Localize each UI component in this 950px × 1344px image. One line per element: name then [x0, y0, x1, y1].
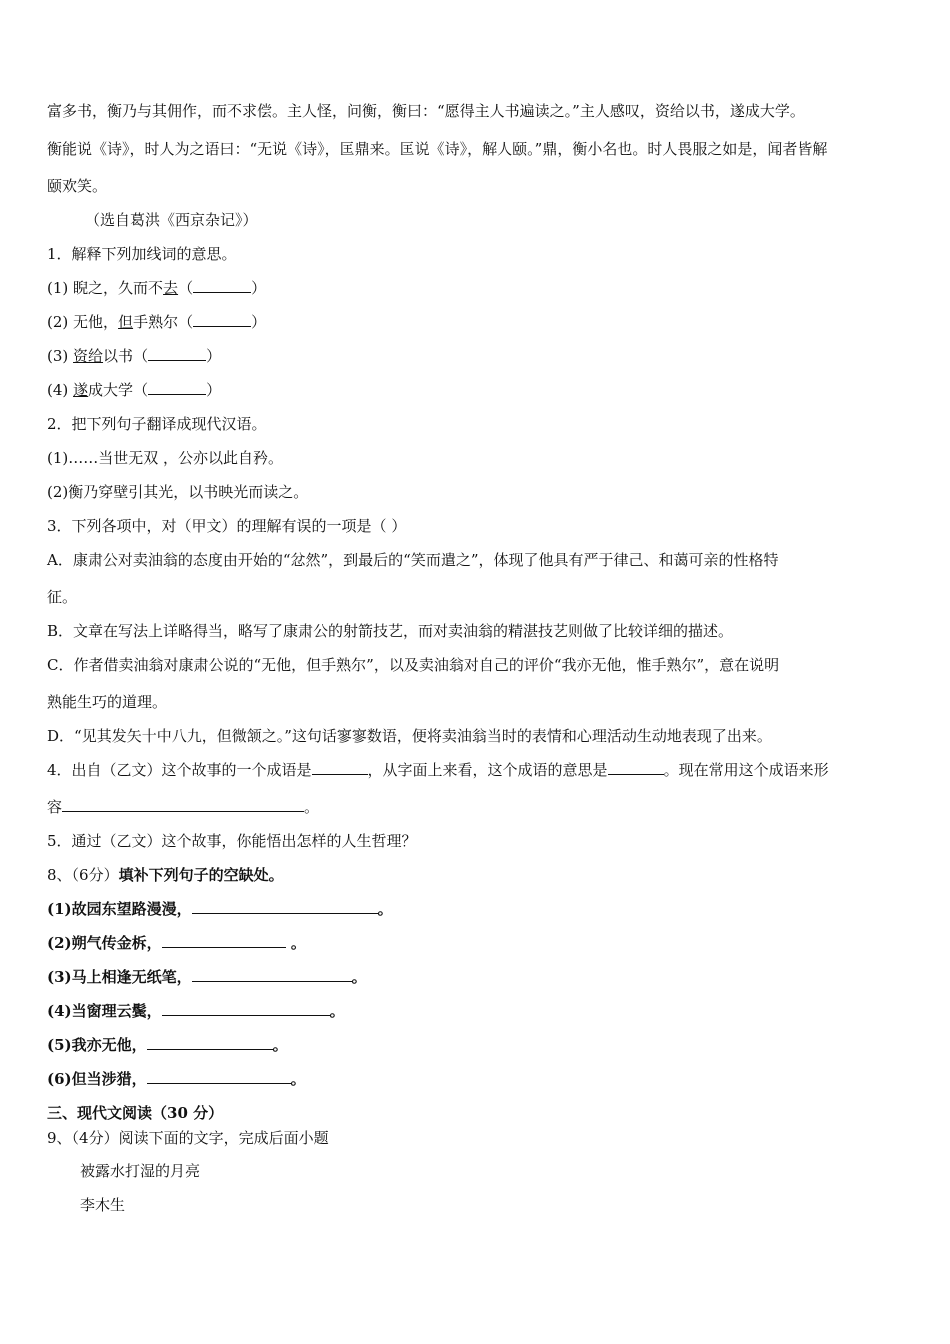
q3-option-b: B．文章在写法上详略得当，略写了康肃公的射箭技艺，而对卖油翁的精湛技艺则做了比较详细的描述。	[47, 622, 734, 640]
answer-blank[interactable]	[162, 933, 286, 948]
answer-blank[interactable]	[312, 760, 368, 775]
q3-option-c-cont: 熟能生巧的道理。	[47, 693, 168, 711]
answer-blank[interactable]	[608, 760, 664, 775]
article-title: 被露水打湿的月亮	[80, 1162, 201, 1180]
q2-item-2: (2)衡乃穿壁引其光，以书映光而读之。	[47, 483, 309, 501]
passage-line-2: 衡能说《诗》，时人为之语曰：“无说《诗》，匡鼎来。匡说《诗》，解人颐。”鼎，衡小名也。时人畏服之如是，闻者皆解	[47, 140, 828, 158]
q3-option-d: D．“见其发矢十中八九，但微颔之。”这句话寥寥数语，便将卖油翁当时的表情和心理活动生动地表现了出来。	[47, 727, 772, 745]
answer-blank[interactable]	[193, 278, 251, 293]
q8-item-2: (2)朔气传金柝， 。	[47, 934, 306, 952]
q5-stem: 5．通过（乙文）这个故事，你能悟出怎样的人生哲理？	[47, 832, 417, 850]
answer-blank[interactable]	[162, 1001, 330, 1016]
answer-blank[interactable]	[147, 1035, 273, 1050]
answer-blank[interactable]	[148, 346, 206, 361]
article-author: 李木生	[80, 1196, 126, 1214]
underlined-word: 去	[163, 279, 179, 297]
q8-stem: 8、（6分）填补下列句子的空缺处。	[47, 866, 284, 884]
q1-item-1: (1) 睨之，久而不去（ ）	[47, 279, 267, 297]
q1-item-3-num: (3)	[47, 347, 69, 365]
q8-item-6: (6)但当涉猎， 。	[47, 1070, 306, 1088]
underlined-word: 资给	[73, 347, 104, 365]
answer-blank[interactable]	[193, 312, 251, 327]
q1-item-4-num: (4)	[47, 381, 69, 399]
q9-stem: 9、（4分）阅读下面的文字，完成后面小题	[47, 1129, 329, 1147]
q1-item-1-num: (1)	[47, 279, 69, 297]
underlined-word: 但	[118, 313, 134, 331]
answer-blank[interactable]	[148, 380, 206, 395]
q4-line-2: 容 。	[47, 798, 320, 816]
passage-line-1: 富多书，衡乃与其佣作，而不求偿。主人怪，问衡，衡曰：“愿得主人书遍读之。”主人感叹，资给以书，遂成大学。	[47, 102, 805, 120]
q3-option-c: C．作者借卖油翁对康肃公说的“无他，但手熟尔”，以及卖油翁对自己的评价“我亦无他，惟手熟尔”，意在说明	[47, 656, 780, 674]
q8-item-5: (5)我亦无他， 。	[47, 1036, 288, 1054]
answer-blank[interactable]	[62, 797, 304, 812]
q1-item-4: (4) 遂成大学（ ）	[47, 381, 222, 399]
q8-item-4: (4)当窗理云鬓， 。	[47, 1002, 345, 1020]
underlined-word: 遂	[73, 381, 89, 399]
passage-source: （选自葛洪《西京杂记》）	[85, 211, 258, 229]
q8-item-3: (3)马上相逢无纸笔， 。	[47, 968, 367, 986]
passage-line-3: 颐欢笑。	[47, 177, 108, 195]
answer-blank[interactable]	[192, 899, 378, 914]
q1-item-2-num: (2)	[47, 313, 69, 331]
q1-item-2: (2) 无他，但手熟尔（ ）	[47, 313, 267, 331]
q2-item-1: (1)……当世无双 ，公亦以此自矜。	[47, 449, 284, 467]
section-3-heading: 三、现代文阅读（30 分）	[47, 1104, 224, 1122]
q3-stem: 3．下列各项中，对（甲文）的理解有误的一项是（ ）	[47, 517, 407, 535]
q3-option-a-cont: 征。	[47, 588, 78, 606]
answer-blank[interactable]	[147, 1069, 291, 1084]
q2-stem: 2．把下列句子翻译成现代汉语。	[47, 415, 267, 433]
q4-line-1: 4．出自（乙文）这个故事的一个成语是 ，从字面上来看，这个成语的意思是 。现在常用这个成语来形	[47, 761, 829, 779]
q1-item-3: (3) 资给以书（ ）	[47, 347, 222, 365]
q3-option-a: A．康肃公对卖油翁的态度由开始的“忿然”，到最后的“笑而遣之”，体现了他具有严于律己、和蔼可亲的性格特	[47, 551, 779, 569]
q8-item-1: (1)故园东望路漫漫， 。	[47, 900, 393, 918]
answer-blank[interactable]	[192, 967, 352, 982]
q1-stem: 1．解释下列加线词的意思。	[47, 245, 237, 263]
